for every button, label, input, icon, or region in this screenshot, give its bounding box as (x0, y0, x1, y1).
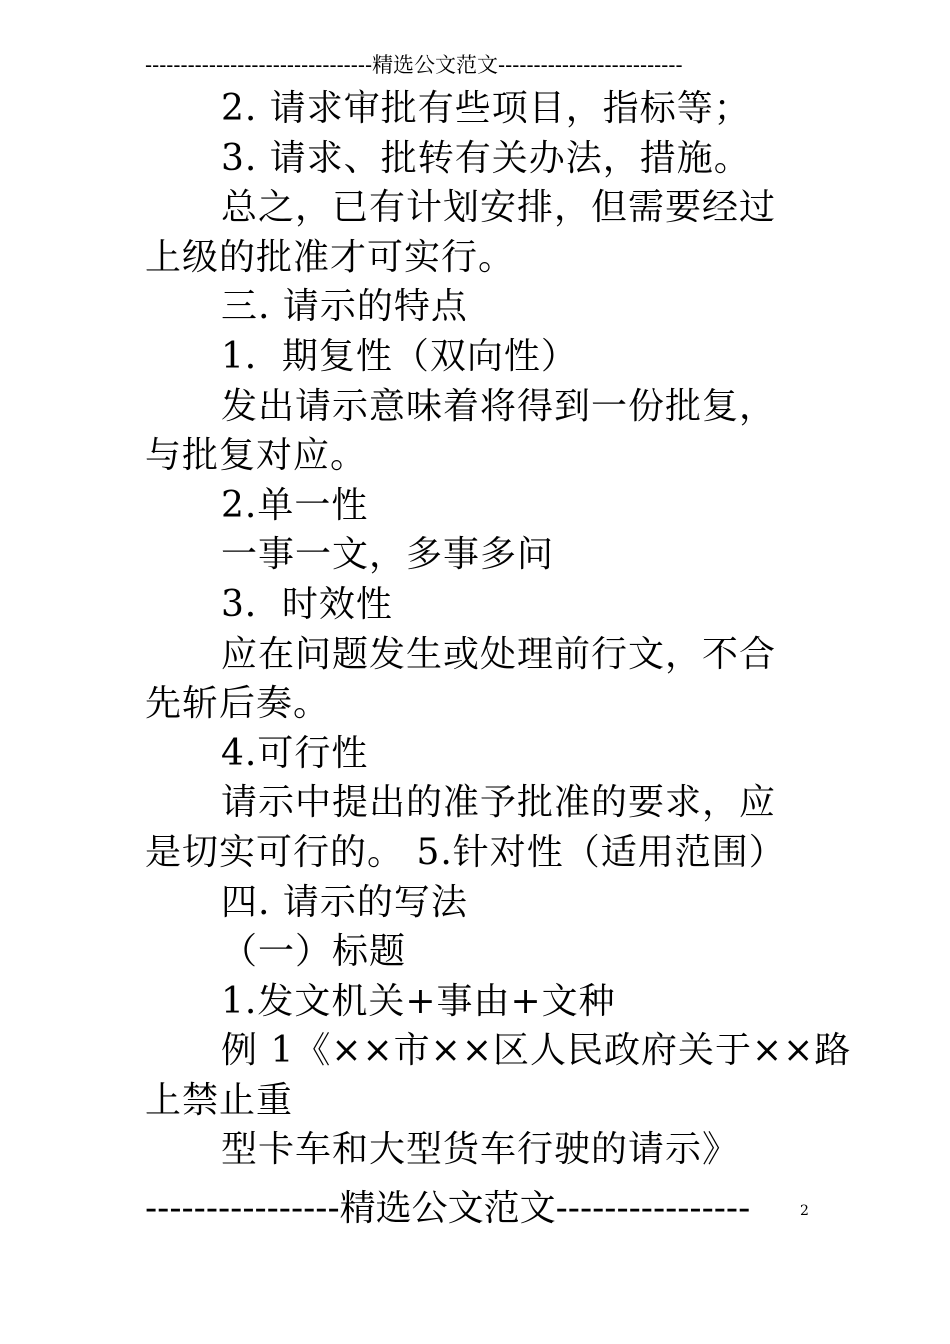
text-line-10: 一事一文，多事多问 (221, 534, 555, 576)
text-line-3: 总之，已有计划安排，但需要经过 (221, 187, 777, 229)
text-line-15: 请示中提出的准予批准的要求，应 (221, 782, 777, 824)
text-line-2: 3. 请求、批转有关办法，措施。 (221, 137, 751, 179)
text-line-19: 1.发文机关+事由+文种 (221, 980, 616, 1022)
text-line-6: 1．期复性（双向性） (221, 335, 578, 377)
text-line-9: 2.单一性 (221, 484, 369, 526)
text-line-11: 3．时效性 (221, 583, 393, 625)
text-line-22: 型卡车和大型货车行驶的请示》 (221, 1129, 740, 1171)
page-footer: ----------------精选公文范文---------------- (145, 1188, 751, 1229)
text-line-4: 上级的批准才可实行。 (145, 236, 516, 278)
page-number: 2 (800, 1203, 809, 1219)
text-line-13: 先斩后奏。 (145, 683, 331, 725)
section-heading-3: 三. 请示的特点 (221, 286, 468, 328)
section-heading-4: 四. 请示的写法 (221, 881, 468, 923)
text-line-18: （一）标题 (221, 931, 407, 973)
text-line-1: 2. 请求审批有些项目，指标等； (221, 88, 751, 129)
text-line-14: 4.可行性 (221, 732, 369, 774)
text-line-12: 应在问题发生或处理前行文，不合 (221, 633, 777, 675)
text-line-7: 发出请示意味着将得到一份批复， (221, 385, 777, 427)
text-line-8: 与批复对应。 (145, 435, 368, 477)
text-line-21: 上禁止重 (145, 1079, 294, 1121)
page-header: --------------------------------精选公文范文-------------------------- (145, 53, 683, 77)
text-line-20: 例 1《××市××区人民政府关于××路 (221, 1030, 852, 1072)
text-line-16: 是切实可行的。 5.针对性（适用范围） (145, 831, 786, 873)
document-body (145, 84, 852, 1175)
